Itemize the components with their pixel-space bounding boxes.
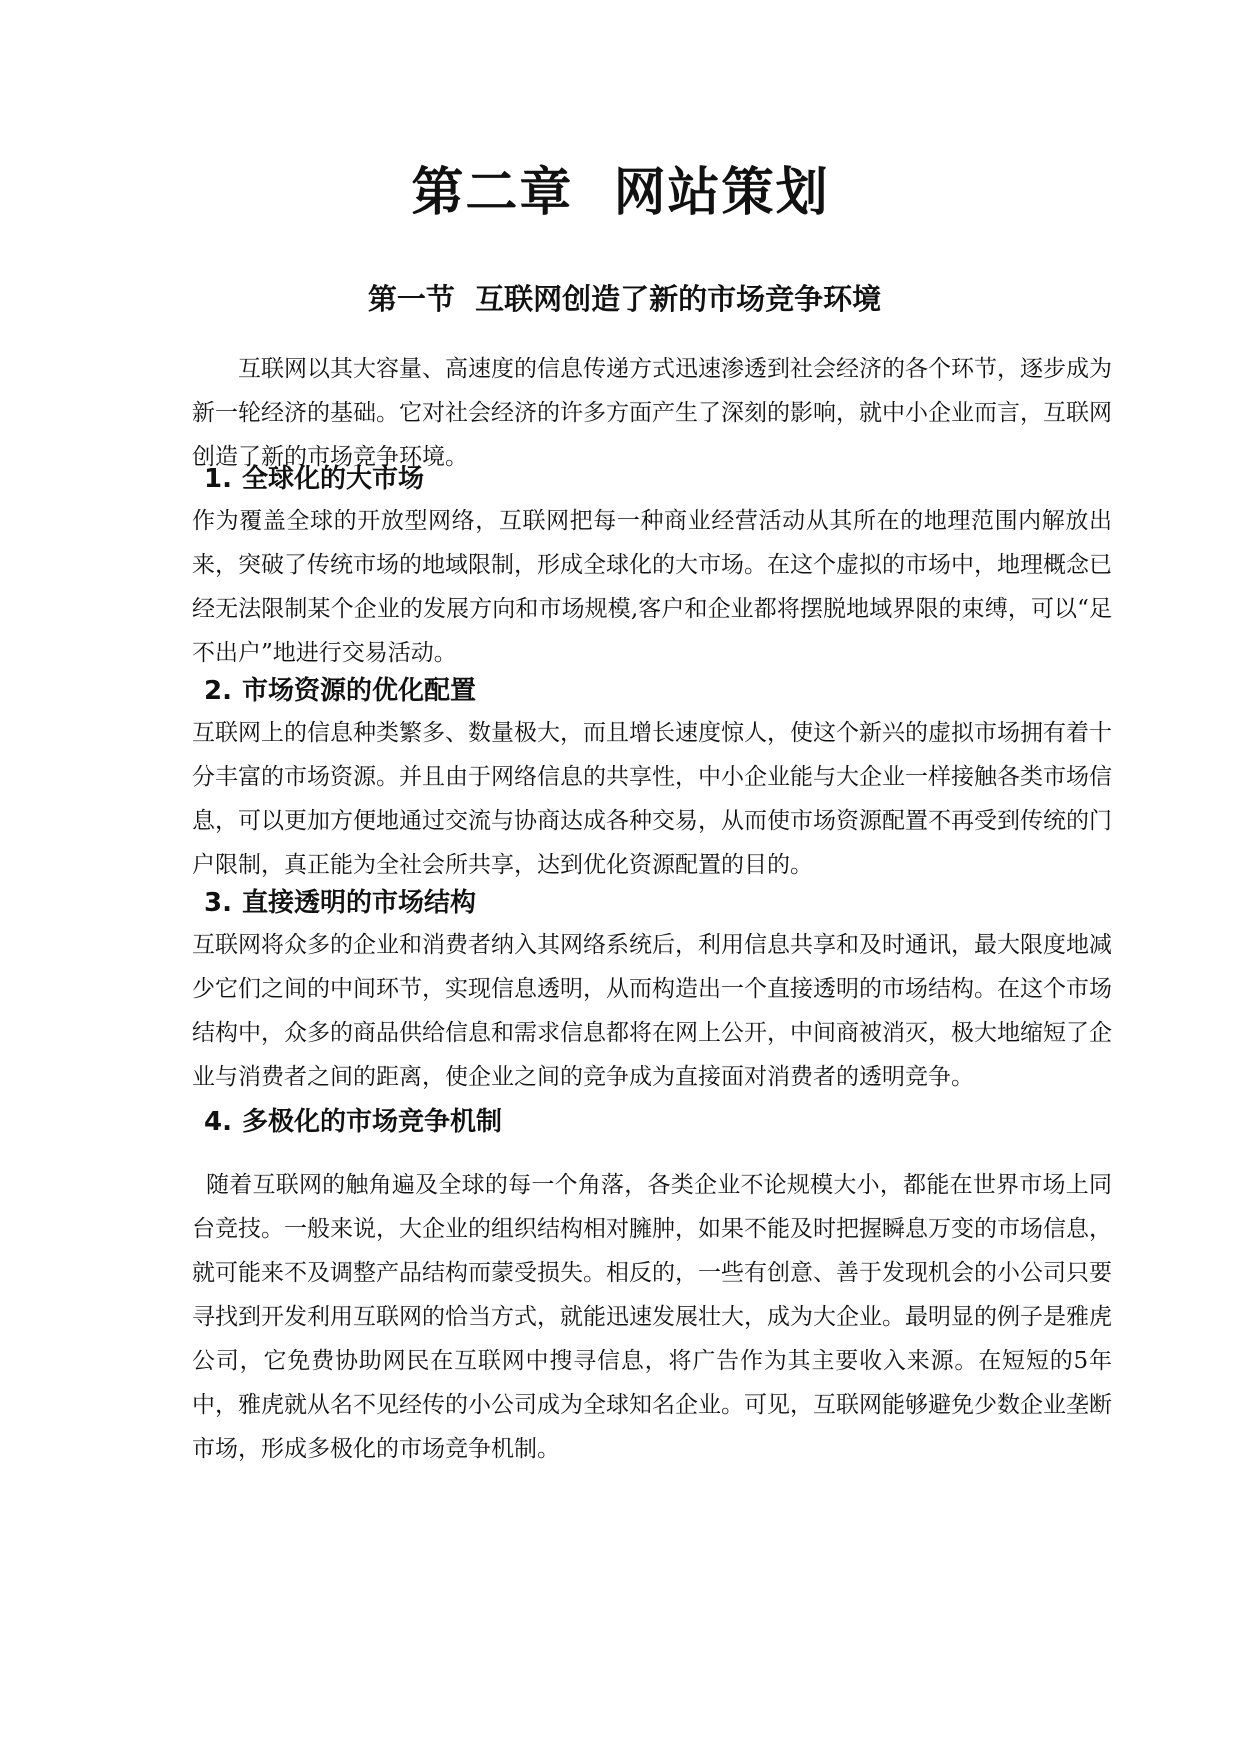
point-3-number: 3. xyxy=(204,888,232,918)
point-4-paragraph: 随着互联网的触角遍及全球的每一个角落，各类企业不论规模大小，都能在世界市场上同台竞技。一般来说，大企业的组织结构相对臃肿，如果不能及时把握瞬息万变的市场信息，就可能来不及调整产品结构而蒙受损失。相反的，一些有创意、善于发现机会的小公司只要寻找到开发利用互联网的恰当方式，就能迅速发展壮大，成为大企业。最明显的例子是雅虎公司，它免费协助网民在互联网中搜寻信息，将广告作为其主要收入来源。在短短的5年中，雅虎就从名不见经传的小公司成为全球知名企业。可见，互联网能够避免少数企业垄断市场，形成多极化的市场竞争机制。 xyxy=(192,1172,1112,1462)
point-1-heading xyxy=(204,459,1004,499)
point-3-paragraph: 互联网将众多的企业和消费者纳入其网络系统后，利用信息共享和及时通讯，最大限度地减少它们之间的中间环节，实现信息透明，从而构造出一个直接透明的市场结构。在这个市场结构中，众多的商品供给信息和需求信息都将在网上公开，中间商被消灭，极大地缩短了企业与消费者之间的距离，使企业之间的竞争成为直接面对消费者的透明竞争。 xyxy=(192,932,1112,1090)
point-2-title: 市场资源的优化配置 xyxy=(242,676,477,706)
point-2-heading xyxy=(204,671,1004,711)
section-title: 第一节 互联网创造了新的市场竞争环境 xyxy=(367,282,882,316)
chapter-title: 第二章 网站策划 xyxy=(411,163,830,223)
point-3-title: 直接透明的市场结构 xyxy=(242,888,477,918)
point-1-title: 全球化的大市场 xyxy=(242,464,425,494)
point-4-title: 多极化的市场竞争机制 xyxy=(242,1107,503,1137)
point-3-heading xyxy=(204,883,1004,923)
point-1-number: 1. xyxy=(204,464,232,494)
point-1-paragraph: 作为覆盖全球的开放型网络，互联网把每一种商业经营活动从其所在的地理范围内解放出来，突破了传统市场的地域限制，形成全球化的大市场。在这个虚拟的市场中，地理概念已经无法限制某个企业的发展方向和市场规模,客户和企业都将摆脱地域界限的束缚，可以“足不出户”地进行交易活动。 xyxy=(192,508,1112,666)
point-2-paragraph: 互联网上的信息种类繁多、数量极大，而且增长速度惊人，使这个新兴的虚拟市场拥有着十分丰富的市场资源。并且由于网络信息的共享性，中小企业能与大企业一样接触各类市场信息，可以更加方便地通过交流与协商达成各种交易，从而使市场资源配置不再受到传统的门户限制，真正能为全社会所共享，达到优化资源配置的目的。 xyxy=(192,720,1112,878)
point-4-number: 4. xyxy=(204,1107,232,1137)
point-4-heading xyxy=(204,1102,1004,1142)
point-2-number: 2. xyxy=(204,676,232,706)
intro-paragraph: 互联网以其大容量、高速度的信息传递方式迅速渗透到社会经济的各个环节，逐步成为新一轮经济的基础。它对社会经济的许多方面产生了深刻的影响，就中小企业而言，互联网创造了新的市场竞争环境。 xyxy=(192,356,1112,470)
